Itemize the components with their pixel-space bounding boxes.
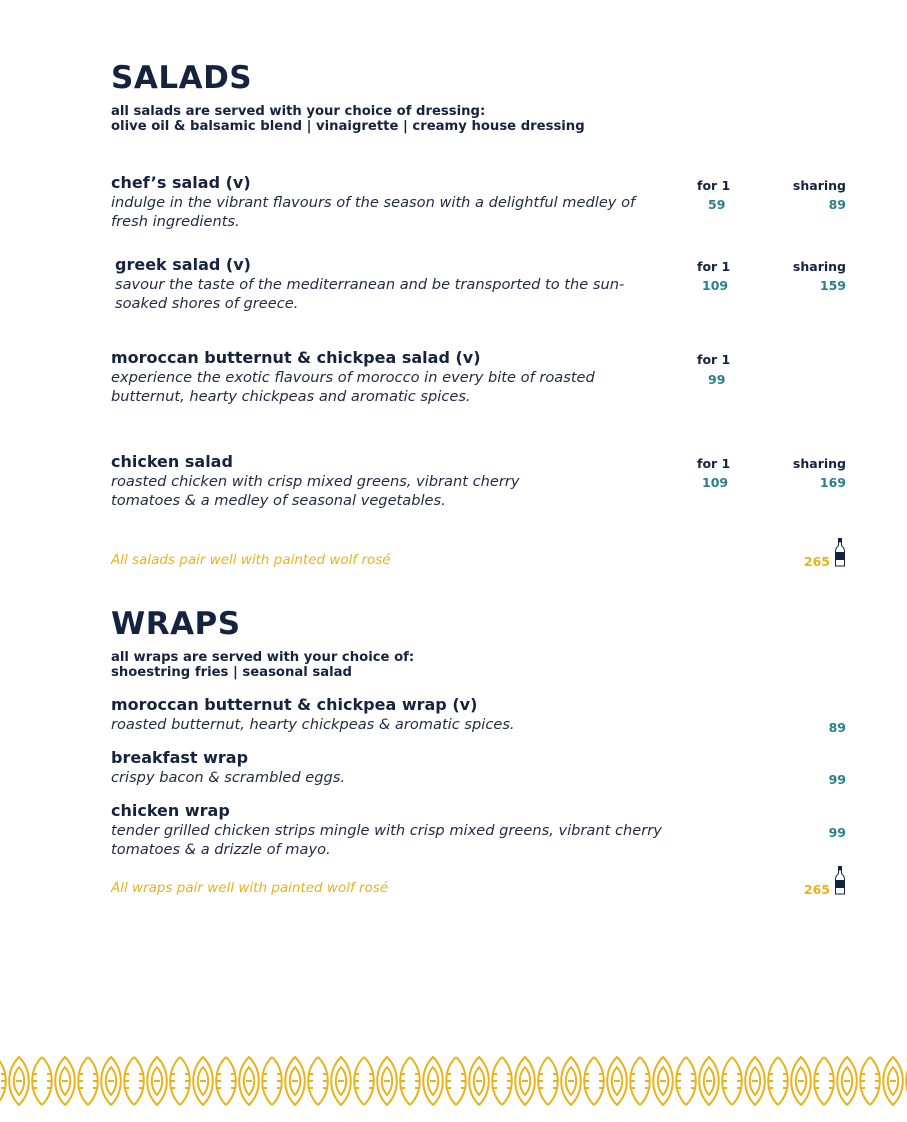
sharing-label: sharing — [792, 259, 846, 274]
menu-item-chicken-wrap — [111, 801, 691, 859]
item-name: greek salad (v) — [115, 255, 251, 274]
for1-price: 99 — [708, 372, 726, 387]
item-name: breakfast wrap — [111, 748, 249, 767]
item-name: moroccan butternut & chickpea salad (v) — [111, 348, 481, 367]
item-description: indulge in the vibrant flavours of the season with a delightful medley of fresh ingredients. — [111, 194, 636, 230]
menu-item-breakfast-wrap — [111, 748, 691, 787]
salads-heading: SALADS — [111, 60, 253, 96]
wraps-pairing-note: All wraps pair well with painted wolf rosé — [111, 880, 389, 896]
menu-item-moroccan-salad — [111, 348, 671, 406]
menu-item-moroccan-wrap — [111, 695, 691, 734]
wraps-pairing-price: 265 — [803, 882, 830, 897]
sharing-label: sharing — [792, 178, 846, 193]
menu-item-chicken-salad — [111, 452, 671, 510]
wine-bottle-icon — [835, 866, 845, 895]
sharing-price: 159 — [819, 278, 846, 293]
for1-price: 109 — [702, 475, 729, 490]
for1-label: for 1 — [697, 178, 731, 193]
item-name: chicken salad — [111, 452, 233, 471]
item-description: roasted butternut, hearty chickpeas & aromatic spices. — [111, 716, 515, 733]
for1-price: 109 — [702, 278, 729, 293]
item-description: experience the exotic flavours of morocco in every bite of roasted butternut, hearty chickpeas and aromatic spices. — [111, 369, 595, 405]
wraps-intro-line1: all wraps are served with your choice of: — [111, 650, 415, 665]
for1-label: for 1 — [697, 456, 731, 471]
item-description: savour the taste of the mediterranean and be transported to the sun-soaked shores of greece. — [115, 276, 625, 312]
salads-pairing-price: 265 — [803, 554, 830, 569]
wraps-heading: WRAPS — [111, 606, 241, 642]
item-name: chef’s salad (v) — [111, 173, 251, 192]
item-description: roasted chicken with crisp mixed greens, vibrant cherry tomatoes & a medley of seasonal vegetables. — [111, 473, 520, 509]
wraps-intro — [111, 650, 414, 680]
item-name: chicken wrap — [111, 801, 230, 820]
sharing-price: 169 — [819, 475, 846, 490]
salads-intro — [111, 104, 585, 134]
for1-label: for 1 — [697, 352, 731, 367]
menu-item-chefs-salad — [111, 173, 671, 231]
for1-price: 59 — [708, 197, 726, 212]
salads-pairing-note: All salads pair well with painted wolf rosé — [111, 552, 391, 568]
sharing-price: 89 — [828, 197, 846, 212]
menu-item-greek-salad — [115, 255, 675, 313]
item-price: 99 — [828, 772, 846, 787]
for1-label: for 1 — [697, 259, 731, 274]
item-name: moroccan butternut & chickpea wrap (v) — [111, 695, 478, 714]
item-price: 99 — [828, 825, 846, 840]
wine-bottle-icon — [835, 538, 845, 567]
salads-intro-line1: all salads are served with your choice of dressing: — [111, 104, 486, 119]
salads-intro-line2: olive oil & balsamic blend | vinaigrette | creamy house dressing — [111, 119, 585, 134]
diamond-pattern-border — [0, 1056, 907, 1106]
item-price: 89 — [828, 720, 846, 735]
item-description: crispy bacon & scrambled eggs. — [111, 769, 346, 786]
wraps-intro-line2: shoestring fries | seasonal salad — [111, 665, 353, 680]
item-description: tender grilled chicken strips mingle with crisp mixed greens, vibrant cherry tomatoes & a drizzle of mayo. — [111, 822, 662, 858]
sharing-label: sharing — [792, 456, 846, 471]
